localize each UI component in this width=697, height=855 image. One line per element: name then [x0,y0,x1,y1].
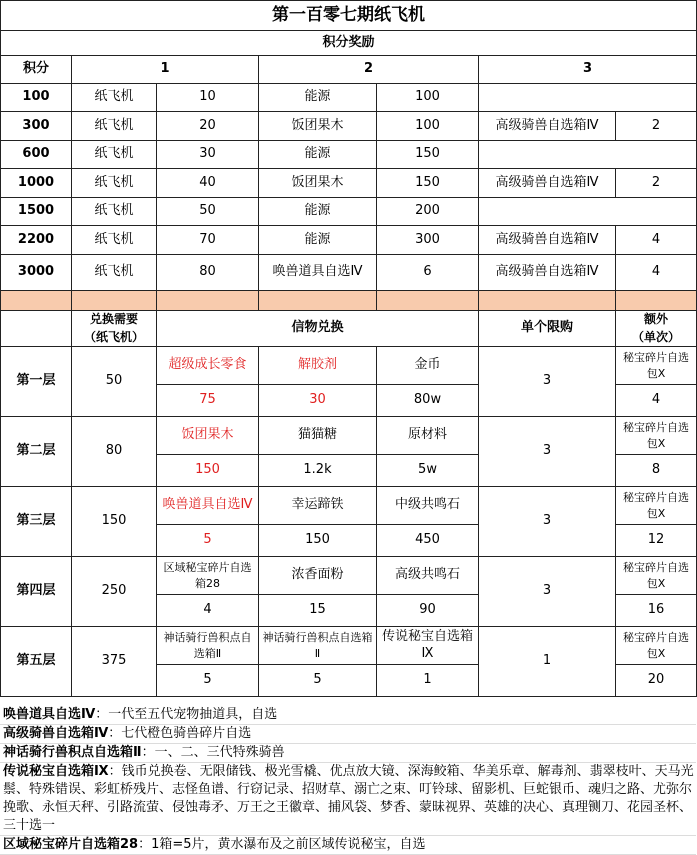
exchange-header-blank [1,311,72,347]
col-3-header: 3 [479,56,697,84]
col-extra-header: 额外 （单次） [616,311,697,347]
floor-need: 50 [72,347,157,417]
exchange-item-qty: 5 [157,525,259,557]
reward-2-qty: 150 [377,141,479,169]
title-row [1,1,697,31]
floor-name: 第四层 [1,557,72,627]
reward-1-qty: 30 [157,141,259,169]
exchange-item-name: 原材料 [377,417,479,455]
points-row [1,84,697,112]
exchange-item-name: 超级成长零食 [157,347,259,385]
points-row [1,198,697,226]
note-text: ：一、二、三代特殊骑兽 [141,745,285,760]
separator-cell [259,291,377,311]
floor-need: 250 [72,557,157,627]
reward-2-item: 饭团果木 [259,169,377,198]
col-exchange-header: 信物兑换 [157,311,479,347]
note-key: 唤兽道具自选Ⅳ [3,707,96,722]
separator-cell [616,291,697,311]
points-value: 1500 [1,198,72,226]
exchange-item-name: 唤兽道具自选Ⅳ [157,487,259,525]
floor-name-row [1,347,697,385]
points-row [1,112,697,141]
points-value: 300 [1,112,72,141]
note-row [0,725,696,744]
col-points-header: 积分 [1,56,72,84]
note-key: 传说秘宝自选箱Ⅸ [3,764,109,779]
exchange-item-qty: 5 [259,665,377,697]
reward-3-item: 高级骑兽自选箱Ⅳ [479,255,616,291]
note-text: ：七代橙色骑兽碎片自选 [108,726,252,741]
reward-1-item: 纸飞机 [72,84,157,112]
extra-item-qty: 12 [616,525,697,557]
exchange-item-name: 金币 [377,347,479,385]
floor-name: 第二层 [1,417,72,487]
note-row [0,744,696,763]
notes-section [0,706,696,855]
exchange-item-name: 浓香面粉 [259,557,377,595]
reward-3-empty [479,84,697,112]
reward-1-qty: 20 [157,112,259,141]
reward-3-qty: 4 [616,226,697,255]
exchange-item-qty: 90 [377,595,479,627]
reward-3-qty: 4 [616,255,697,291]
reward-1-item: 纸飞机 [72,112,157,141]
exchange-item-name: 中级共鸣石 [377,487,479,525]
exchange-item-qty: 150 [157,455,259,487]
points-section-header: 积分奖励 [1,31,697,56]
exchange-item-qty: 15 [259,595,377,627]
separator-row [1,291,697,311]
reward-2-item: 唤兽道具自选Ⅳ [259,255,377,291]
note-text: ：1箱=5片，黄水瀑布及之前区域传说秘宝，自选 [138,837,426,852]
reward-2-item: 饭团果木 [259,112,377,141]
note-row [0,763,696,836]
points-row [1,169,697,198]
points-row [1,226,697,255]
reward-1-item: 纸飞机 [72,169,157,198]
points-value: 600 [1,141,72,169]
reward-2-qty: 300 [377,226,479,255]
reward-1-qty: 10 [157,84,259,112]
separator-cell [72,291,157,311]
floor-name-row [1,557,697,595]
points-header-row [1,31,697,56]
note-key: 高级骑兽自选箱Ⅳ [3,726,109,741]
page-title: 第一百零七期纸飞机 [1,1,697,31]
reward-2-qty: 100 [377,84,479,112]
col-limit-header: 单个限购 [479,311,616,347]
reward-2-item: 能源 [259,226,377,255]
exchange-item-qty: 5w [377,455,479,487]
exchange-item-qty: 150 [259,525,377,557]
floor-name: 第三层 [1,487,72,557]
extra-item-qty: 20 [616,665,697,697]
reward-2-qty: 150 [377,169,479,198]
floor-name: 第一层 [1,347,72,417]
exchange-item-qty: 1 [377,665,479,697]
exchange-header-row [1,311,697,347]
col-need-header: 兑换需要 （纸飞机） [72,311,157,347]
floor-name-row [1,487,697,525]
separator-cell [157,291,259,311]
note-text: ：钱币兑换卷、无限储钱、极光雪橇、优点放大镜、深海鲛箱、华美乐章、解毒剂、翡翠枝叶、天马光鬃、特殊错误、彩虹桥残片、志怪鱼谱、行窃记录、招财草、溺亡之束、叮铃球、留影机、巨蛇银币、魂归之路、尤弥尔挽歌、永恒天秤、引路流萤、侵蚀毒矛、万王之王徽章、捕风袋、梦香、蒙昧视界、英雄的决心、真理铡刀、花园圣杯、三十选一 [3,764,694,833]
reward-2-item: 能源 [259,198,377,226]
reward-1-item: 纸飞机 [72,255,157,291]
exchange-item-name: 饭团果木 [157,417,259,455]
points-row [1,255,697,291]
note-row [0,836,696,855]
exchange-item-qty: 4 [157,595,259,627]
reward-3-qty: 2 [616,169,697,198]
reward-2-qty: 200 [377,198,479,226]
exchange-item-qty: 75 [157,385,259,417]
extra-item-name: 秘宝碎片自选包X [616,417,697,455]
separator-cell [377,291,479,311]
reward-1-qty: 70 [157,226,259,255]
reward-3-item: 高级骑兽自选箱Ⅳ [479,169,616,198]
floor-need: 375 [72,627,157,697]
floor-limit: 3 [479,347,616,417]
extra-item-qty: 16 [616,595,697,627]
reward-1-qty: 80 [157,255,259,291]
points-value: 100 [1,84,72,112]
reward-1-item: 纸飞机 [72,141,157,169]
note-key: 区域秘宝碎片自选箱28 [3,837,139,852]
exchange-item-name: 猫猫糖 [259,417,377,455]
points-row [1,141,697,169]
points-value: 3000 [1,255,72,291]
reward-3-qty: 2 [616,112,697,141]
floor-name: 第五层 [1,627,72,697]
points-value: 1000 [1,169,72,198]
reward-2-qty: 100 [377,112,479,141]
floor-name-row [1,417,697,455]
reward-2-item: 能源 [259,141,377,169]
floor-name-row [1,627,697,665]
exchange-item-name: 神话骑行兽积点自选箱Ⅱ [259,627,377,665]
exchange-item-name: 高级共鸣石 [377,557,479,595]
col-2-header: 2 [259,56,479,84]
exchange-item-qty: 30 [259,385,377,417]
exchange-item-qty: 5 [157,665,259,697]
exchange-item-name: 神话骑行兽积点自选箱Ⅱ [157,627,259,665]
reward-3-item: 高级骑兽自选箱Ⅳ [479,226,616,255]
floor-limit: 3 [479,487,616,557]
floor-limit: 3 [479,417,616,487]
reward-3-empty [479,141,697,169]
reward-2-qty: 6 [377,255,479,291]
extra-item-name: 秘宝碎片自选包X [616,627,697,665]
note-key: 神话骑行兽积点自选箱Ⅱ [3,745,142,760]
extra-item-name: 秘宝碎片自选包X [616,347,697,385]
reward-1-qty: 50 [157,198,259,226]
reward-1-item: 纸飞机 [72,198,157,226]
reward-3-item: 高级骑兽自选箱Ⅳ [479,112,616,141]
floor-limit: 3 [479,557,616,627]
points-value: 2200 [1,226,72,255]
exchange-item-name: 传说秘宝自选箱Ⅸ [377,627,479,665]
col-1-header: 1 [72,56,259,84]
reward-3-empty [479,198,697,226]
reward-1-item: 纸飞机 [72,226,157,255]
exchange-item-qty: 80w [377,385,479,417]
exchange-item-name: 幸运蹄铁 [259,487,377,525]
floor-limit: 1 [479,627,616,697]
separator-cell [1,291,72,311]
extra-item-qty: 4 [616,385,697,417]
separator-cell [479,291,616,311]
reward-1-qty: 40 [157,169,259,198]
exchange-item-name: 解胶剂 [259,347,377,385]
floor-need: 150 [72,487,157,557]
extra-item-qty: 8 [616,455,697,487]
floor-need: 80 [72,417,157,487]
extra-item-name: 秘宝碎片自选包X [616,557,697,595]
note-text: ：一代至五代宠物抽道具，自选 [95,707,278,722]
exchange-item-qty: 1.2k [259,455,377,487]
exchange-item-qty: 450 [377,525,479,557]
extra-item-name: 秘宝碎片自选包X [616,487,697,525]
points-column-headers [1,56,697,84]
exchange-item-name: 区域秘宝碎片自选箱28 [157,557,259,595]
note-row [0,706,696,725]
reward-2-item: 能源 [259,84,377,112]
